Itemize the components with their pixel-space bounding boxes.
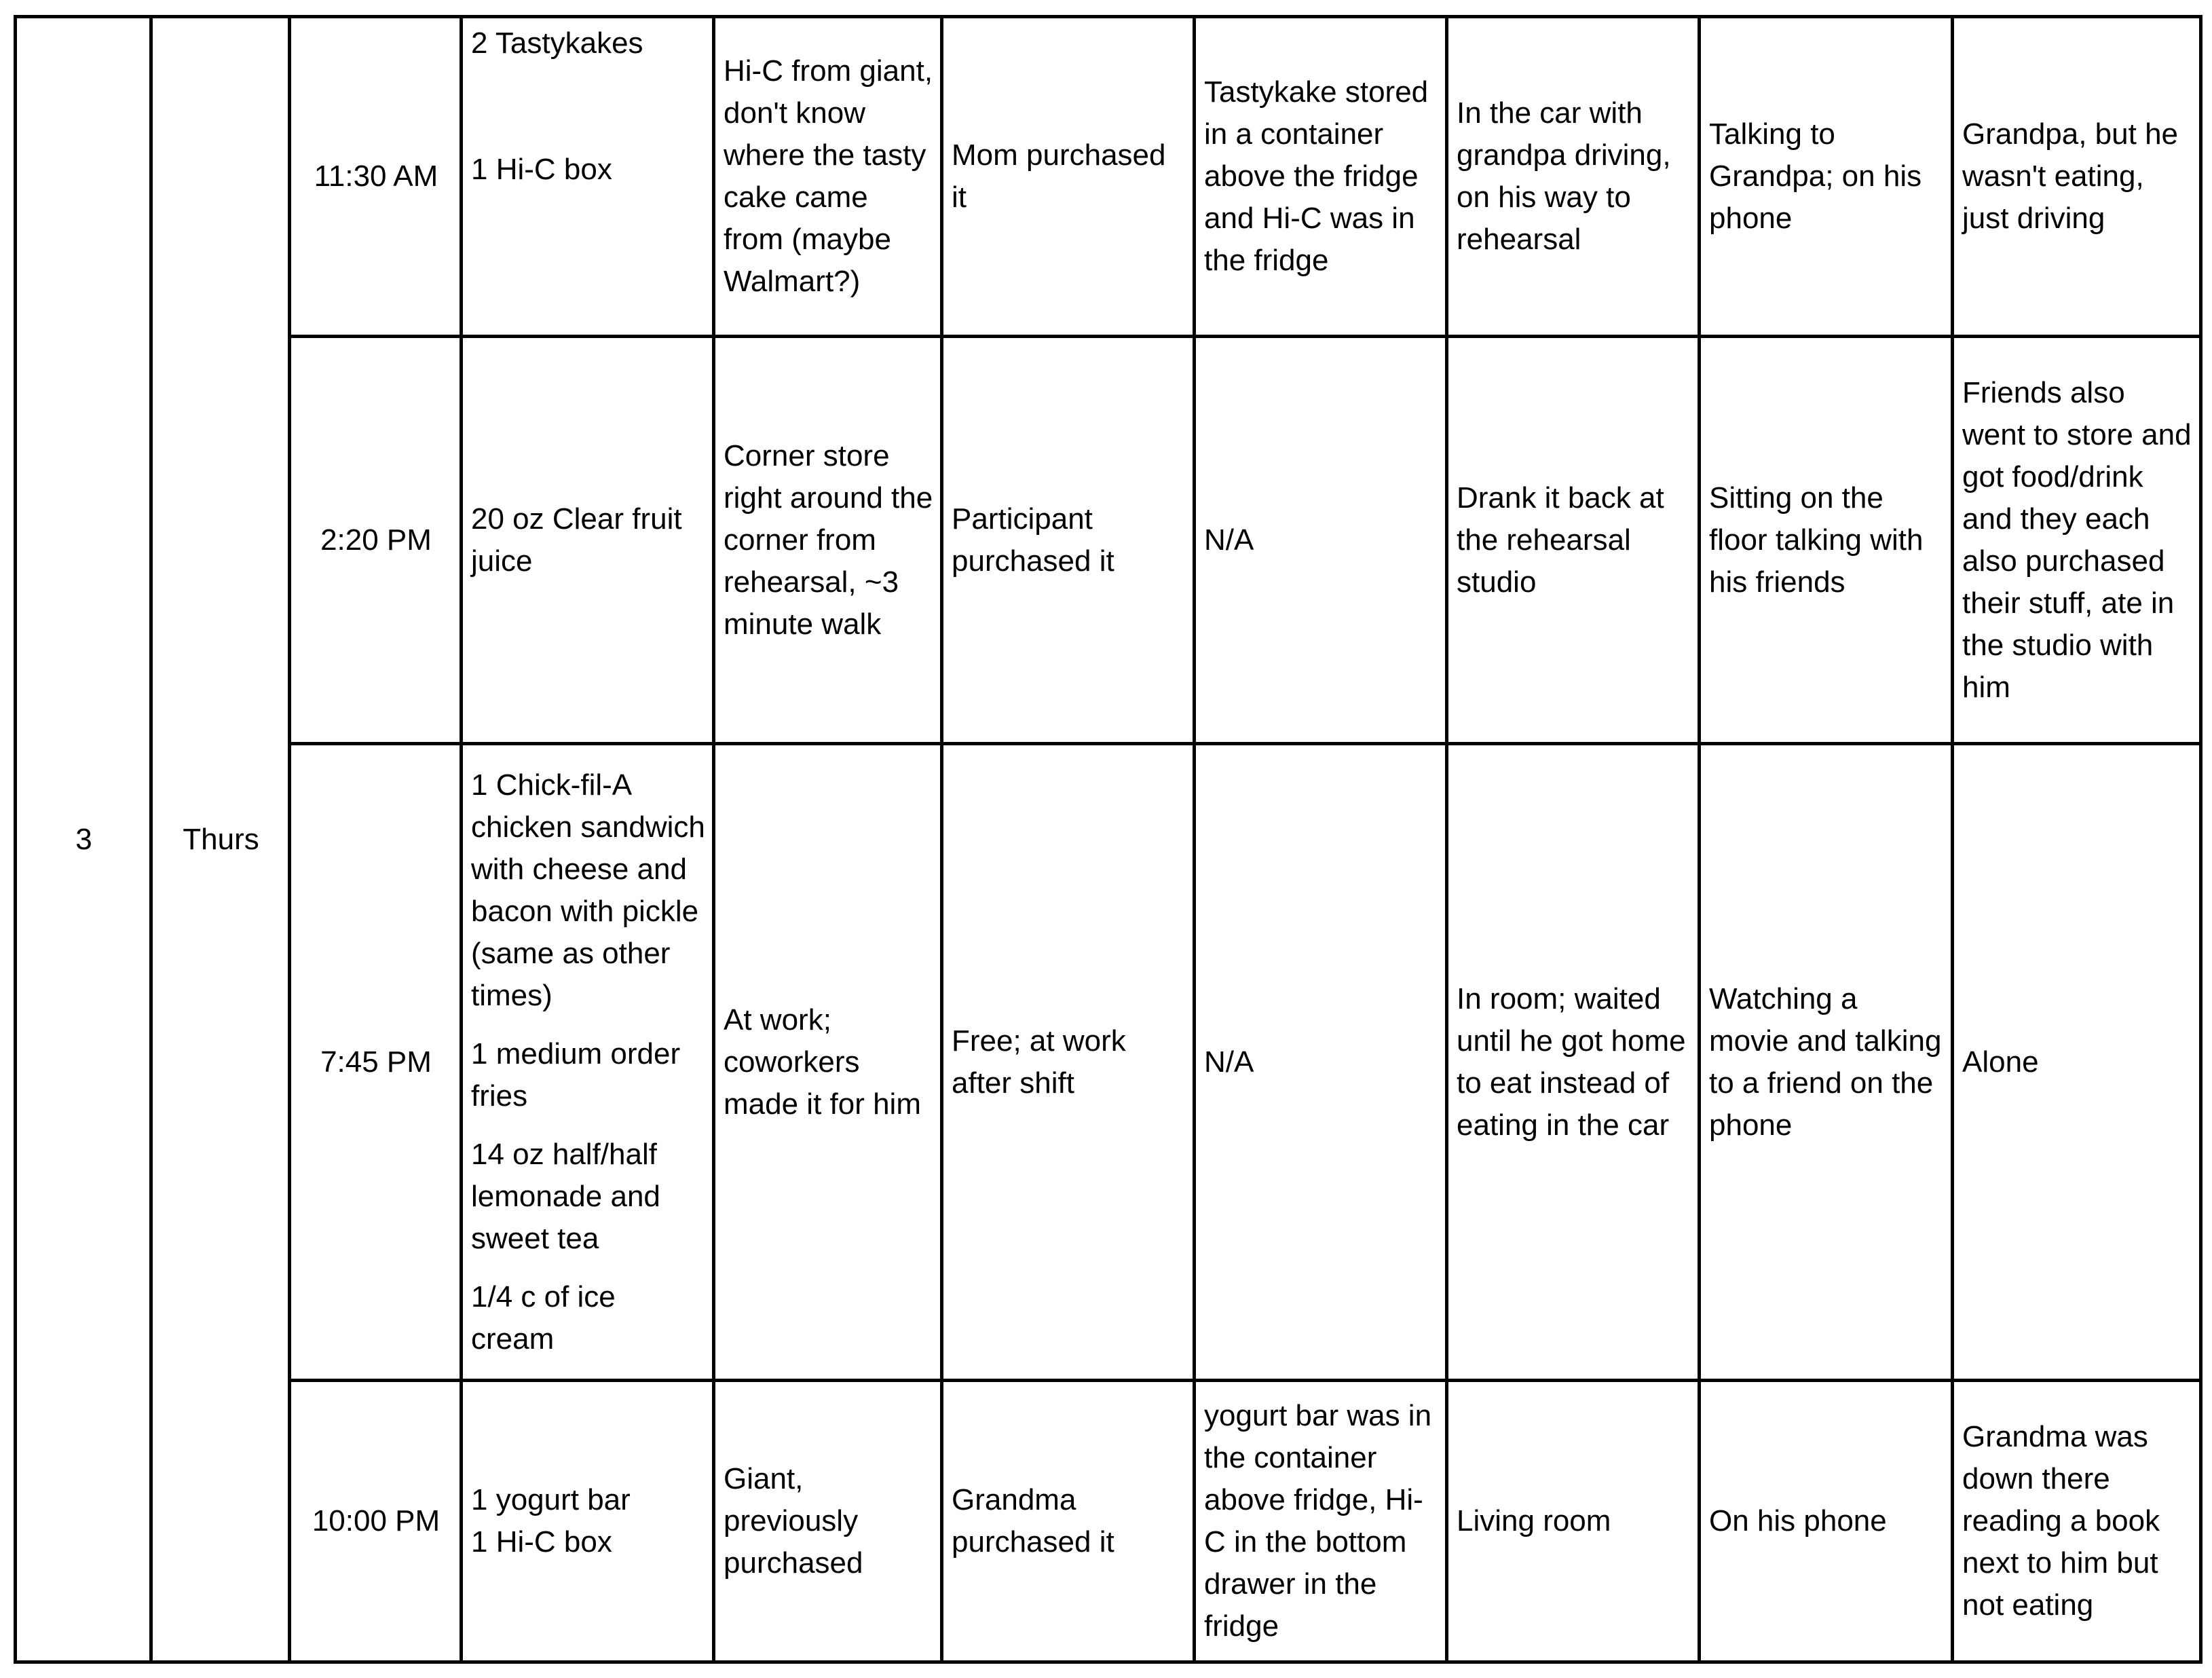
day-number-cell: 3 (16, 17, 151, 1662)
time-cell: 2:20 PM (290, 337, 462, 744)
companions-cell: Grandpa, but he wasn't eating, just driving (1953, 17, 2201, 337)
activity-cell: On his phone (1700, 1381, 1953, 1662)
location-cell: Drank it back at the rehearsal studio (1447, 337, 1700, 744)
food-item: 1 medium order fries (471, 1037, 681, 1113)
table-row (16, 1381, 2201, 1662)
companions-cell: Grandma was down there reading a book next to him but not eating (1953, 1381, 2201, 1662)
time-cell: 10:00 PM (290, 1381, 462, 1662)
storage-cell: N/A (1195, 744, 1447, 1381)
food-item: 14 oz half/half lemonade and sweet tea (471, 1137, 660, 1255)
storage-cell: yogurt bar was in the container above fridge, Hi-C in the bottom drawer in the fridge (1195, 1381, 1447, 1662)
source-cell: Hi-C from giant, don't know where the tasty cake came from (maybe Walmart?) (714, 17, 942, 337)
location-cell: Living room (1447, 1381, 1700, 1662)
companions-cell: Alone (1953, 744, 2201, 1381)
location-cell: In the car with grandpa driving, on his way to rehearsal (1447, 17, 1700, 337)
time-cell: 7:45 PM (290, 744, 462, 1381)
food-item: 1 Chick-fil-A chicken sandwich with cheese and bacon with pickle (same as other times) (471, 768, 705, 1012)
source-cell: Giant, previously purchased (714, 1381, 942, 1662)
purchaser-cell: Free; at work after shift (942, 744, 1195, 1381)
source-cell: Corner store right around the corner from rehearsal, ~3 minute walk (714, 337, 942, 744)
spacer (471, 107, 705, 149)
time-cell: 11:30 AM (290, 17, 462, 337)
table-row (16, 744, 2201, 1381)
food-items-cell (462, 744, 714, 1381)
food-log-table (14, 15, 2202, 1664)
food-item: 1 Hi-C box (471, 1525, 612, 1559)
food-item: 1 Hi-C box (471, 153, 612, 186)
food-item: 1 yogurt bar (471, 1483, 631, 1516)
activity-cell: Talking to Grandpa; on his phone (1700, 17, 1953, 337)
food-items-cell (462, 1381, 714, 1662)
storage-cell: Tastykake stored in a container above the fridge and Hi-C was in the fridge (1195, 17, 1447, 337)
activity-cell: Sitting on the floor talking with his friends (1700, 337, 1953, 744)
table-row (16, 17, 2201, 337)
location-cell: In room; waited until he got home to eat instead of eating in the car (1447, 744, 1700, 1381)
table-row (16, 337, 2201, 744)
food-items-cell (462, 17, 714, 337)
spacer (471, 64, 705, 107)
food-item: 2 Tastykakes (471, 26, 643, 60)
purchaser-cell: Participant purchased it (942, 337, 1195, 744)
storage-cell: N/A (1195, 337, 1447, 744)
food-items-cell (462, 337, 714, 744)
day-name-cell: Thurs (151, 17, 290, 1662)
purchaser-cell: Mom purchased it (942, 17, 1195, 337)
food-item: 1/4 c of ice cream (471, 1280, 616, 1356)
purchaser-cell: Grandma purchased it (942, 1381, 1195, 1662)
food-item: 20 oz Clear fruit juice (471, 502, 682, 578)
activity-cell: Watching a movie and talking to a friend on the phone (1700, 744, 1953, 1381)
source-cell: At work; coworkers made it for him (714, 744, 942, 1381)
companions-cell: Friends also went to store and got food/drink and they each also purchased their stuff, ate in the studio with him (1953, 337, 2201, 744)
